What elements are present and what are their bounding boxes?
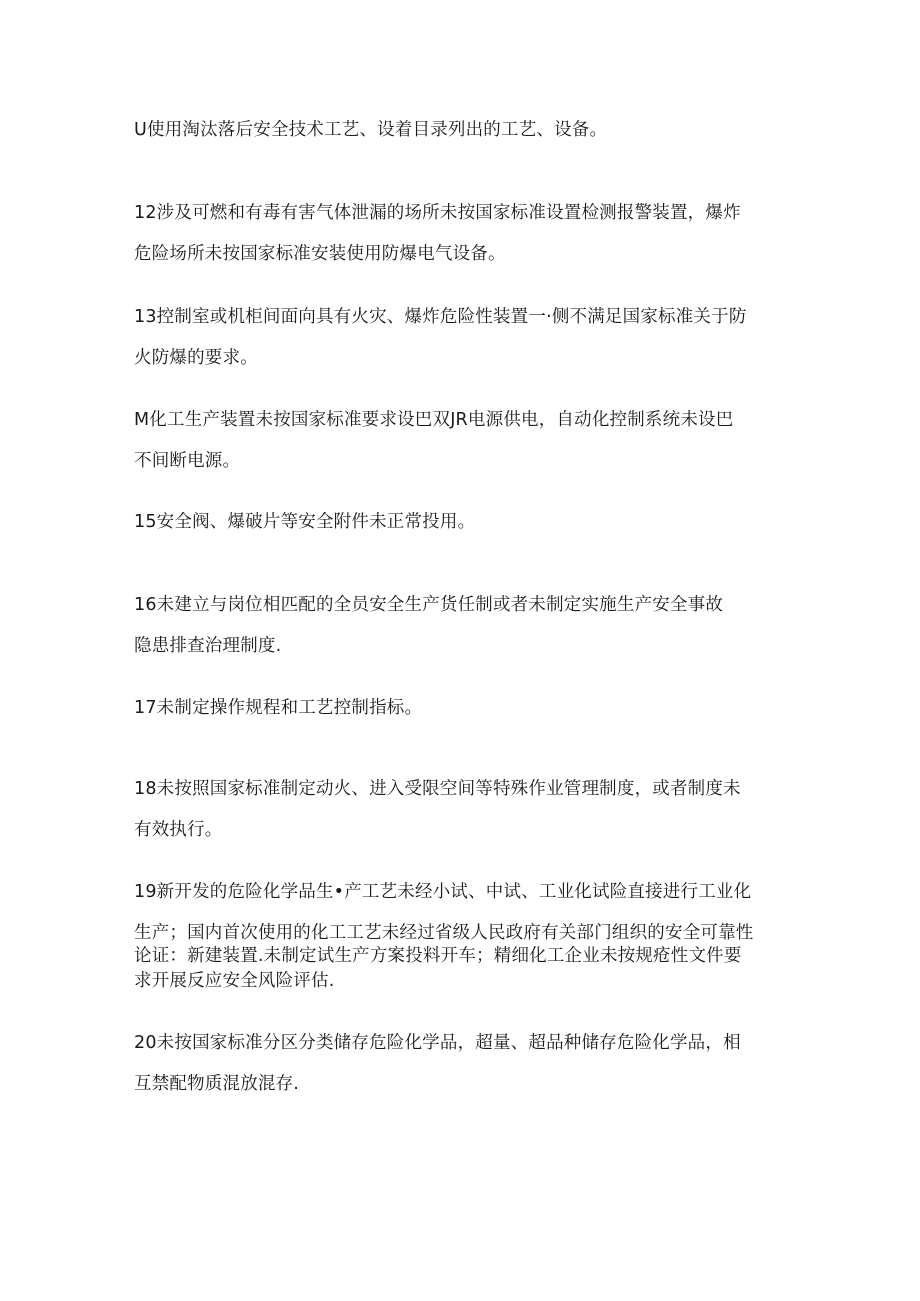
item-15-line-1: 15安全阀、爆破片等安全附件未正常投用。 <box>134 512 476 532</box>
item-13-line-1: 13控制室或机柜间面向具有火灾、爆炸危险性装置一·侧不满足国家标准关于防 <box>134 307 747 327</box>
item-19-line-4: 求开展反应安全风险评估. <box>134 971 335 991</box>
item-20-line-2: 互禁配物质混放混存. <box>134 1074 300 1094</box>
item-18-line-2: 有效执行。 <box>134 820 223 840</box>
item-20-line-1: 20未按国家标准分区分类储存危险化学品，超量、超品种储存危险化学品，相 <box>134 1033 741 1053</box>
item-19-line-3: 论证：新建装置.未制定试生产方案投料开车；精细化工企业未按规疮性文件要 <box>134 946 742 966</box>
item-13-line-2: 火防爆的要求。 <box>134 348 258 368</box>
item-16-line-1: 16未建立与岗位相匹配的全员安全生产货任制或者未制定实施生产安全事故 <box>134 595 724 615</box>
item-19-line-2: 生产；国内首次使用的化工工艺未经过省级人民政府有关部门组织的安全可靠性 <box>134 923 754 943</box>
item-12-line-1: 12涉及可燃和有毒有害气体泄漏的场所未按国家标准设置检测报警装置，爆炸 <box>134 203 741 223</box>
item-14-line-2: 不间断电源。 <box>134 451 241 471</box>
item-16-line-2: 隐患排查治理制度. <box>134 636 282 656</box>
item-14-line-1: M化工生产装置未按国家标准要求设巴双JR电源供电，自动化控制系统未设巴 <box>134 410 734 430</box>
item-17-line-1: 17未制定操作规程和工艺控制指标。 <box>134 698 423 718</box>
item-11-line-1: U使用淘汰落后安全技术工艺、设着目录列出的工艺、设备。 <box>134 120 608 140</box>
item-19-line-1: 19新开发的危险化学品生•产工艺未经小试、中试、工业化试险直接进行工业化 <box>134 882 752 902</box>
item-18-line-1: 18未按照国家标准制定动火、进入受限空间等特殊作业管理制度，或者制度未 <box>134 779 741 799</box>
item-12-line-2: 危险场所未按国家标准安装使用防爆电气设备。 <box>134 244 506 264</box>
